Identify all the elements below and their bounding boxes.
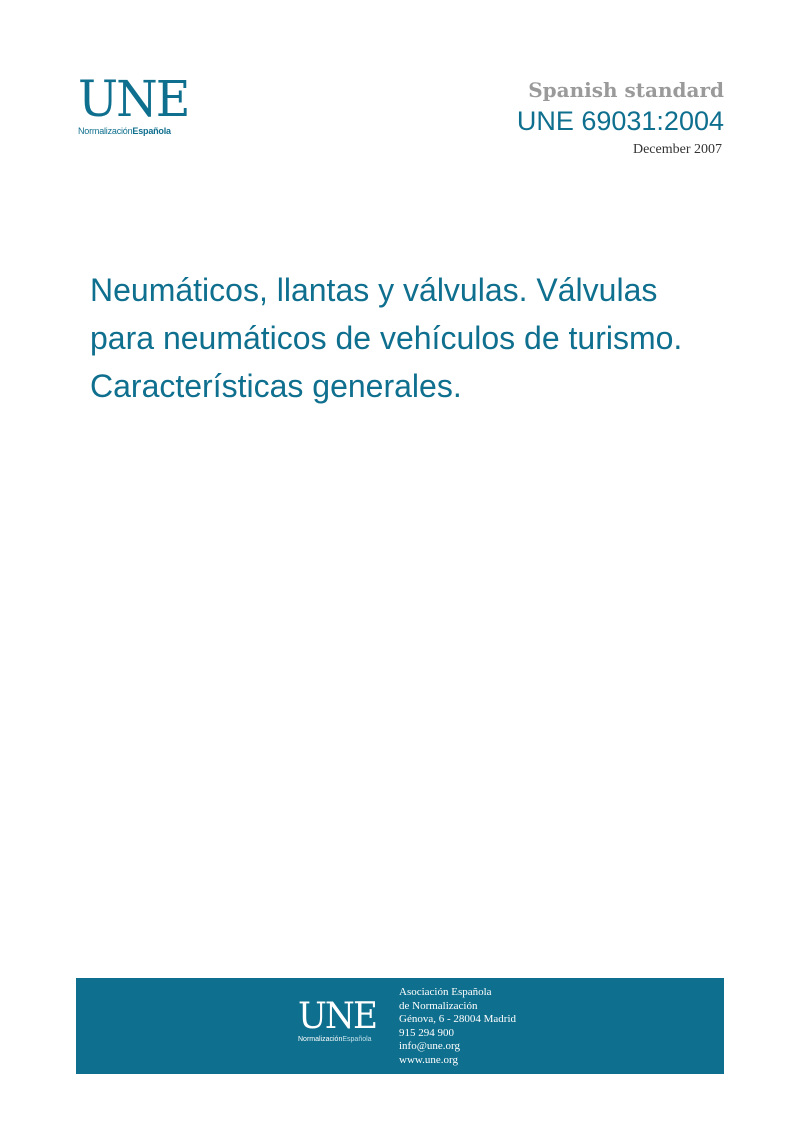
- footer-tagline-part2: Española: [342, 1036, 372, 1043]
- title-line: Características generales.: [90, 368, 462, 404]
- standard-type: Spanish standard: [528, 78, 724, 102]
- footer-address: [399, 986, 516, 1068]
- title-line: Neumáticos, llantas y válvulas. Válvulas: [90, 272, 658, 308]
- email-address: info@une.org: [399, 1040, 460, 1053]
- standard-code: UNE 69031:2004: [516, 106, 724, 136]
- footer-une-logo: [298, 996, 388, 1043]
- logo-tagline-part1: Normalización: [78, 126, 133, 136]
- website-address: www.une.org: [399, 1053, 458, 1066]
- org-name-line2: de Normalización: [399, 999, 478, 1012]
- footer-band: [76, 978, 724, 1074]
- une-logo-mark: UNE: [78, 70, 189, 128]
- footer-tagline-part1: Normalización: [298, 1036, 343, 1043]
- org-name-line1: Asociación Española: [399, 986, 492, 998]
- standard-date: December 2007: [632, 142, 722, 157]
- footer-logo-mark: UNE: [298, 996, 377, 1037]
- document-title: [90, 266, 730, 410]
- logo-tagline-part2: Española: [132, 126, 171, 136]
- footer-logo-tagline: [298, 1036, 388, 1043]
- phone-number: 915 294 900: [399, 1026, 454, 1039]
- document-header: [517, 78, 724, 158]
- title-line: para neumáticos de vehículos de turismo.: [90, 320, 683, 356]
- une-logo: [78, 70, 198, 136]
- street-address: Génova, 6 - 28004 Madrid: [399, 1013, 517, 1026]
